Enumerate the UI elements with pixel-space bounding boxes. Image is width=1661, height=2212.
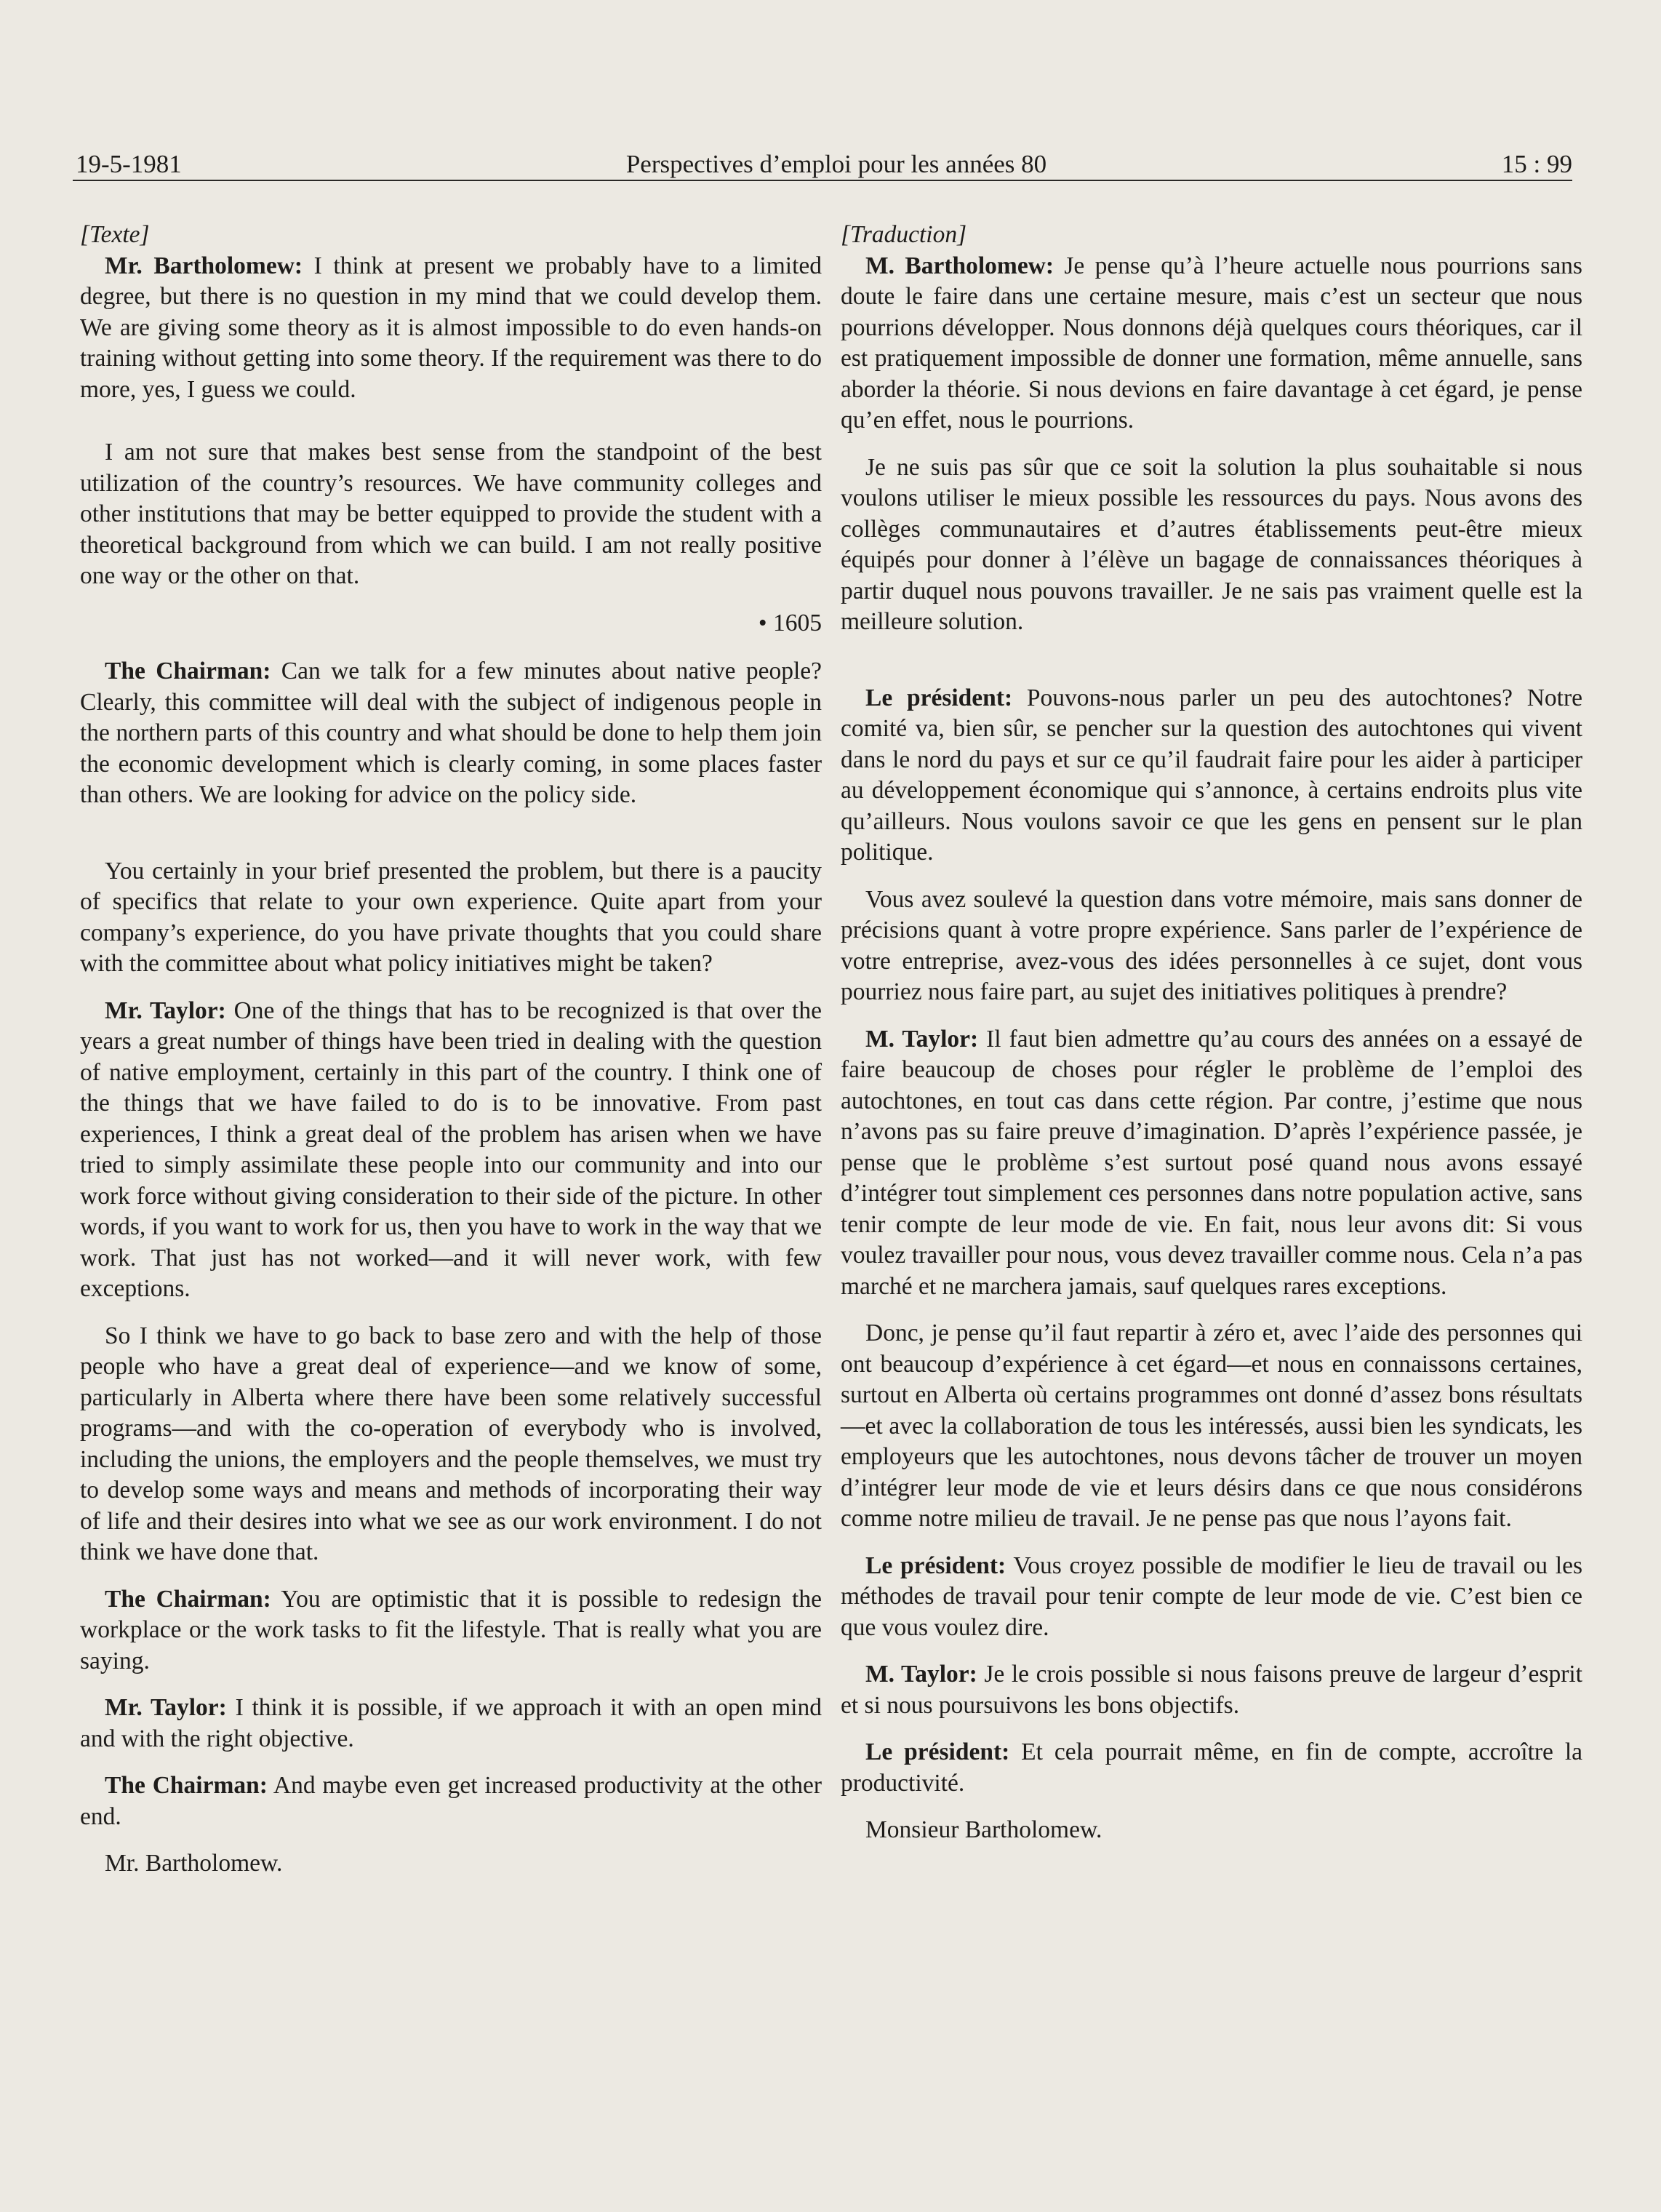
paragraph-text: You certainly in your brief presented the problem, but there is a paucity of specifics that relate to your own experience. Quite apart from your company’s experience, do you have private thoughts that you could share with the committee about what policy initiatives might be taken?: [80, 857, 822, 977]
paragraph: [80, 1321, 822, 1568]
paragraph-text: Vous avez soulevé la question dans votre mémoire, mais sans donner de précisions quant à votre propre expérience. Sans parler de l’expérience de votre entreprise, avez-vous des idées personnelles à ce sujet, dont vous pourriez nous faire part, au sujet des initiatives politiques à prendre?: [841, 885, 1582, 1005]
paragraph: [841, 1659, 1582, 1721]
paragraph-text: I think at present we probably have to a limited degree, but there is no question in my mind that we could develop them. We are giving some theory as it is almost impossible to do even hands-on training without getting into some theory. If the requirement was there to do more, yes, I guess we could.: [80, 252, 823, 403]
speaker-name: M. Taylor:: [865, 1661, 977, 1688]
paragraph-text: Vous croyez possible de modifier le lieu de travail ou les méthodes de travail pour tenir compte de leur mode de vie. C’est bien ce que vous voulez dire.: [841, 1552, 1583, 1641]
paragraph: [80, 996, 822, 1305]
paragraph-text: Mr. Bartholomew.: [105, 1850, 283, 1877]
spacer: [80, 421, 822, 437]
header-date: 19-5-1981: [76, 150, 182, 178]
paragraph: [80, 856, 822, 980]
paragraph-text: I am not sure that makes best sense from the standpoint of the best utilization of the country’s resources. We have community colleges and other institutions that may be better equipped to provide the student with a theoretical background from which we can build. I am not really positive one way or the other on that.: [80, 439, 822, 589]
paragraph: [841, 885, 1582, 1008]
paragraph-text: Il faut bien admettre qu’au cours des années on a essayé de faire beaucoup de choses pour régler le problème de l’emploi des autochtones, en tout cas dans cette région. Par contre, j’estime que nous n’avons pas su faire preuve d’imagination. D’après l’expérience passée, je pense que le problème s’est surtout posé quand nous avons essayé d’intégrer tout simplement ces personnes dans notre population active, sans tenir compte de leur mode de vie. En fait, nous leur avons dit: Si vous voulez travailler pour nous, vous devez travailler comme nous. Cela n’a pas marché et ne marchera jamais, sauf quelques rares exceptions.: [841, 1025, 1582, 1300]
spacer: [841, 654, 1582, 683]
speaker-name: Le président:: [865, 1738, 1010, 1765]
paragraph: [80, 656, 822, 811]
speaker-name: M. Taylor:: [865, 1025, 979, 1053]
right-column-french: [841, 220, 1582, 1862]
header-page-number: 15 : 99: [1501, 150, 1572, 178]
paragraph-text: Je pense qu’à l’heure actuelle nous pourrions sans doute le faire dans une certaine mesure, mais c’est un secteur que nous pourrions développer. Nous donnons déjà quelques cours théoriques, car il est pratiquement impossible de donner une formation, même annuelle, sans aborder la théorie. Si nous devions en faire davantage à cet égard, je pense qu’en effet, nous le pourrions.: [841, 252, 1582, 434]
header-rule: [73, 180, 1572, 181]
speaker-name: The Chairman:: [105, 1585, 271, 1613]
paragraph: [80, 251, 822, 406]
section-tag: [Texte]: [80, 221, 150, 248]
paragraph-text: You are optimistic that it is possible to redesign the workplace or the work tasks to fit the lifestyle. That is really what you are saying.: [80, 1585, 822, 1674]
paragraph: [80, 1848, 822, 1880]
paragraph-text: Can we talk for a few minutes about native people? Clearly, this committee will deal with the subject of indigenous people in the northern parts of this country and what should be done to help them join the economic development which is clearly coming, in some places faster than others. We are looking for advice on the policy side.: [80, 658, 822, 808]
paragraph: [841, 683, 1582, 869]
paragraph: [80, 437, 822, 592]
paragraph-text: And maybe even get increased productivity at the other end.: [80, 1772, 822, 1830]
speaker-name: M. Bartholomew:: [865, 252, 1054, 279]
paragraph-text: Et cela pourrait même, en fin de compte, accroître la productivité.: [841, 1738, 1583, 1797]
paragraph-text: One of the things that has to be recognized is that over the years a great number of things have been tried in dealing with the question of native employment, certainly in this part of the country. I think one of the things that we have failed to do is to be innovative. From past experiences, I think a great deal of the problem has arisen when we have tried to simply assimilate these people into our community and into our work force without giving consideration to their side of the picture. In other words, if you want to work for us, then you have to work in the way that we work. That just has not worked—and it will never work, with few exceptions.: [80, 997, 822, 1302]
paragraph-text: Pouvons-nous parler un peu des autochtones? Notre comité va, bien sûr, se pencher sur la question des autochtones qui vivent dans le nord du pays et sur ce qu’il faudrait faire pour les aider à participer au développement économique qui s’annonce, à certains endroits plus vite qu’ailleurs. Nous voulons savoir ce que les gens en pensent sur le plan politique.: [841, 684, 1582, 866]
time-marker: • 1605: [758, 609, 822, 636]
speaker-name: Le président:: [865, 684, 1013, 711]
speaker-name: The Chairman:: [105, 658, 271, 684]
speaker-name: The Chairman:: [105, 1772, 268, 1799]
paragraph-text: Je ne suis pas sûr que ce soit la solution la plus souhaitable si nous voulons utiliser le mieux possible les ressources du pays. Nous avons des collèges communautaires et d’autres établissements peut-être mieux équipés pour donner à l’élève un bagage de connaissances théoriques à partir duquel nous pouvons travailler. Je ne sais pas vraiment quelle est la meilleure solution.: [841, 453, 1582, 635]
spacer: [80, 827, 822, 856]
paragraph: [80, 1770, 822, 1832]
section-tag: [Traduction]: [841, 221, 967, 248]
paragraph: [841, 1551, 1582, 1644]
speaker-name: Le président:: [865, 1552, 1006, 1579]
speaker-name: Mr. Taylor:: [105, 1694, 227, 1721]
paragraph: [841, 1318, 1582, 1535]
paragraph-text: So I think we have to go back to base zero and with the help of those people who have a great deal of experience—and we know of some, particularly in Alberta where there have been some relatively successful programs—and with the co-operation of everybody who is involved, including the unions, the employers and the people themselves, we must try to develop some ways and means and methods of incorporating their way of life and their desires into what we see as our work environment. I do not think we have done that.: [80, 1322, 822, 1565]
paragraph-text: Je le crois possible si nous faisons preuve de largeur d’esprit et si nous poursuivons les bons objectifs.: [841, 1661, 1582, 1719]
paragraph: [841, 251, 1582, 436]
paragraph: [80, 1584, 822, 1677]
paragraph-text: Monsieur Bartholomew.: [865, 1816, 1102, 1843]
paragraph-text: I think it is possible, if we approach it with an open mind and with the right objective.: [80, 1694, 822, 1752]
paragraph: [841, 1815, 1582, 1846]
paragraph: [841, 1024, 1582, 1303]
paragraph: [841, 1737, 1582, 1799]
header-title: Perspectives d’emploi pour les années 80: [625, 150, 1047, 178]
speaker-name: Mr. Bartholomew:: [105, 252, 303, 279]
paragraph-text: Donc, je pense qu’il faut repartir à zéro et, avec l’aide des personnes qui ont beaucoup d’expérience à cet égard—et nous en connaissons certaines, surtout en Alberta où certains programmes ont donné d’assez bons résultats—et avec la collaboration de tous les intéressés, aussi bien les syndicats, les employeurs que les autochtones, nous devons tâcher de trouver un moyen d’intégrer leur mode de vie et leurs désirs dans ce que nous considérons comme notre milieu de travail. Je ne pense pas que nous l’ayons fait.: [841, 1319, 1582, 1532]
paragraph: [80, 1693, 822, 1754]
paragraph: [841, 452, 1582, 638]
left-column-english: [80, 220, 822, 1896]
speaker-name: Mr. Taylor:: [105, 997, 226, 1024]
